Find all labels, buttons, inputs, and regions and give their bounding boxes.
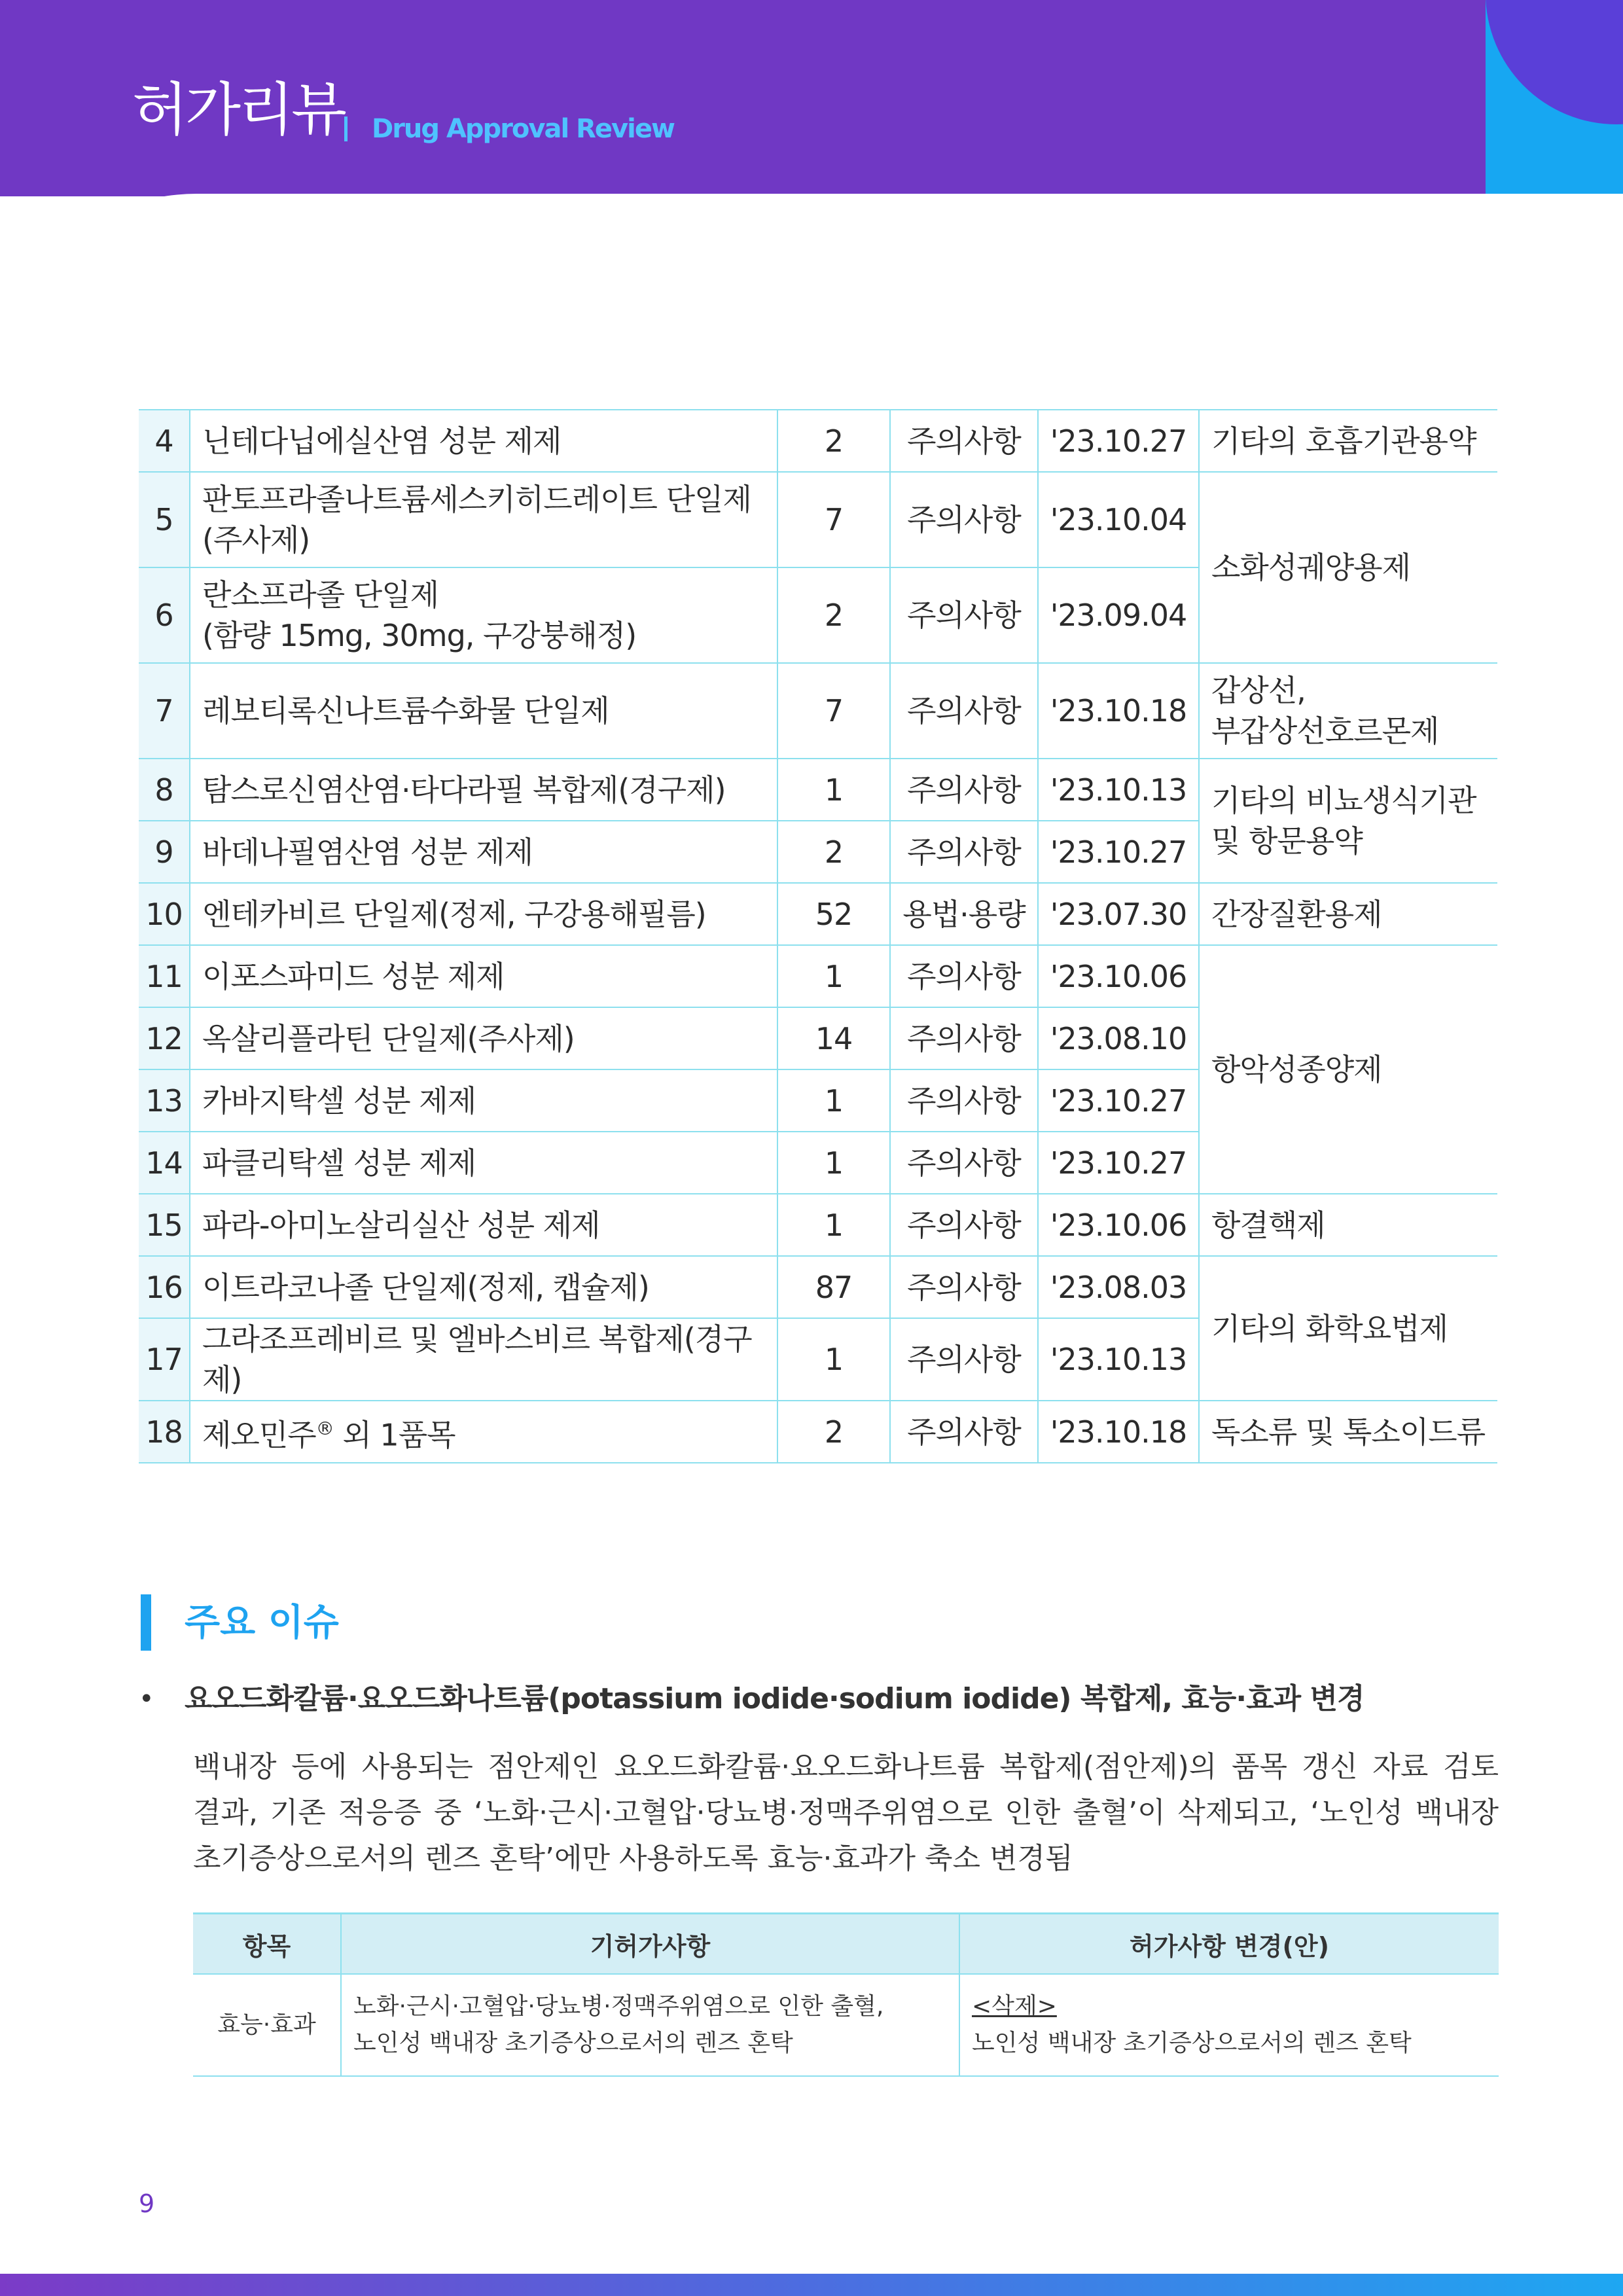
issue-paragraph — [193, 1744, 1499, 1882]
change-type: 주의사항 — [890, 1256, 1038, 1318]
drug-name: 이포스파미드 성분 제제 — [190, 945, 777, 1007]
table-row — [139, 883, 1497, 945]
change-type: 주의사항 — [890, 663, 1038, 759]
section-accent-bar — [141, 1594, 151, 1651]
footer-gradient-bar — [0, 2274, 1623, 2296]
drug-name-text: 제오민주 — [202, 1417, 316, 1453]
page-title: 허가리뷰 — [132, 76, 345, 143]
drug-name: 카바지탁셀 성분 제제 — [190, 1069, 777, 1132]
change-type: 주의사항 — [890, 759, 1038, 821]
existing-line: 노인성 백내장 초기증상으로서의 렌즈 혼탁 — [353, 2030, 793, 2056]
column-header: 허가사항 변경(안) — [959, 1914, 1499, 1975]
existing-cell — [341, 1974, 959, 2076]
drug-category: 항악성종양제 — [1199, 945, 1497, 1194]
row-number: 14 — [139, 1132, 190, 1194]
item-count: 2 — [777, 1401, 890, 1463]
change-date: '23.10.18 — [1038, 663, 1199, 759]
drug-name: 파클리탁셀 성분 제제 — [190, 1132, 777, 1194]
drug-name: 닌테다닙에실산염 성분 제제 — [190, 410, 777, 472]
row-number: 6 — [139, 567, 190, 663]
item-count: 2 — [777, 821, 890, 883]
drug-name-line: (주사제) — [202, 522, 310, 558]
drug-name-suffix: 외 1품목 — [333, 1417, 455, 1453]
drug-category: 독소류 및 톡소이드류 — [1199, 1401, 1497, 1463]
page-number: 9 — [139, 2189, 155, 2218]
row-number: 8 — [139, 759, 190, 821]
drug-name: 엔테카비르 단일제(정제, 구강용해필름) — [190, 883, 777, 945]
table-header-row — [193, 1914, 1499, 1975]
row-number: 17 — [139, 1318, 190, 1401]
change-type: 주의사항 — [890, 1318, 1038, 1401]
item-count: 1 — [777, 945, 890, 1007]
item-count: 1 — [777, 759, 890, 821]
row-number: 4 — [139, 410, 190, 472]
table-row — [139, 1194, 1497, 1256]
registered-mark: ® — [315, 1417, 334, 1439]
item-count: 2 — [777, 410, 890, 472]
change-date: '23.10.04 — [1038, 472, 1199, 567]
table-row — [139, 945, 1497, 1007]
drug-category-line: 부갑상선호르몬제 — [1211, 713, 1439, 749]
item-count: 87 — [777, 1256, 890, 1318]
drug-category: 소화성궤양용제 — [1199, 472, 1497, 663]
drug-category-line: 기타의 비뇨생식기관 — [1211, 783, 1476, 818]
table-row — [139, 410, 1497, 472]
item-count: 14 — [777, 1007, 890, 1069]
change-date: '23.09.04 — [1038, 567, 1199, 663]
drug-category-line: 및 항문용약 — [1211, 823, 1363, 859]
table-row — [139, 663, 1497, 759]
table-row — [139, 1256, 1497, 1318]
drug-name: 파라-아미노살리실산 성분 제제 — [190, 1194, 777, 1256]
change-date: '23.10.18 — [1038, 1401, 1199, 1463]
change-date: '23.10.13 — [1038, 759, 1199, 821]
drug-name-line: 란소프라졸 단일제 — [202, 577, 439, 613]
drug-name: 그라조프레비르 및 엘바스비르 복합제(경구제) — [190, 1318, 777, 1401]
drug-category: 항결핵제 — [1199, 1194, 1497, 1256]
row-number: 16 — [139, 1256, 190, 1318]
change-date: '23.10.06 — [1038, 1194, 1199, 1256]
change-type: 주의사항 — [890, 1194, 1038, 1256]
row-number: 7 — [139, 663, 190, 759]
column-header: 항목 — [193, 1914, 341, 1975]
paragraph-line: 백내장 등에 사용되는 점안제인 요오드화칼륨·요오드화나트륨 복합제(점안제)의 품목 갱신 자료 검토 — [193, 1750, 1499, 1784]
change-type: 주의사항 — [890, 1132, 1038, 1194]
change-date: '23.10.06 — [1038, 945, 1199, 1007]
proposed-text: 노인성 백내장 초기증상으로서의 렌즈 혼탁 — [972, 2030, 1412, 2056]
row-number: 15 — [139, 1194, 190, 1256]
bullet-icon: • — [139, 1684, 154, 1714]
row-number: 10 — [139, 883, 190, 945]
row-number: 9 — [139, 821, 190, 883]
change-date: '23.07.30 — [1038, 883, 1199, 945]
change-type: 용법·용량 — [890, 883, 1038, 945]
issue-title: 요오드화칼륨·요오드화나트륨(potassium iodide·sodium iodide) 복합제, 효능·효과 변경 — [185, 1682, 1364, 1715]
drug-name — [190, 567, 777, 663]
drug-category — [1199, 663, 1497, 759]
title-separator — [344, 117, 348, 141]
change-date: '23.10.13 — [1038, 1318, 1199, 1401]
row-number: 18 — [139, 1401, 190, 1463]
drug-category: 기타의 화학요법제 — [1199, 1256, 1497, 1401]
section-title: 주요 이슈 — [185, 1602, 339, 1644]
item-count: 1 — [777, 1069, 890, 1132]
row-number: 5 — [139, 472, 190, 567]
change-type: 주의사항 — [890, 945, 1038, 1007]
item-cell: 효능·효과 — [193, 1974, 341, 2076]
drug-name — [190, 1401, 777, 1463]
drug-name: 옥살리플라틴 단일제(주사제) — [190, 1007, 777, 1069]
drug-name: 바데나필염산염 성분 제제 — [190, 821, 777, 883]
drug-category-line: 갑상선, — [1211, 673, 1306, 708]
change-type: 주의사항 — [890, 821, 1038, 883]
existing-line: 노화·근시·고혈압·당뇨병·정맥주위염으로 인한 출혈, — [353, 1993, 884, 2020]
item-count: 7 — [777, 472, 890, 567]
item-count: 2 — [777, 567, 890, 663]
table-row — [139, 472, 1497, 567]
paragraph-line: 초기증상으로서의 렌즈 혼탁’에만 사용하도록 효능·효과가 축소 변경됨 — [193, 1842, 1073, 1875]
change-date: '23.10.27 — [1038, 821, 1199, 883]
change-type: 주의사항 — [890, 1007, 1038, 1069]
approval-change-table — [193, 1912, 1499, 2077]
item-count: 7 — [777, 663, 890, 759]
change-type: 주의사항 — [890, 1069, 1038, 1132]
drug-change-table — [139, 409, 1497, 1463]
drug-name-line: (함량 15mg, 30mg, 구강붕해정) — [202, 618, 637, 653]
change-date: '23.08.10 — [1038, 1007, 1199, 1069]
item-count: 1 — [777, 1318, 890, 1401]
column-header: 기허가사항 — [341, 1914, 959, 1975]
row-number: 11 — [139, 945, 190, 1007]
change-date: '23.08.03 — [1038, 1256, 1199, 1318]
item-count: 1 — [777, 1132, 890, 1194]
change-type: 주의사항 — [890, 567, 1038, 663]
change-type: 주의사항 — [890, 410, 1038, 472]
drug-name — [190, 472, 777, 567]
change-date: '23.10.27 — [1038, 1069, 1199, 1132]
drug-category — [1199, 759, 1497, 883]
row-number: 12 — [139, 1007, 190, 1069]
drug-category: 간장질환용제 — [1199, 883, 1497, 945]
deletion-label: <삭제> — [972, 1993, 1057, 2020]
drug-category: 기타의 호흡기관용약 — [1199, 410, 1497, 472]
change-date: '23.10.27 — [1038, 1132, 1199, 1194]
page-subtitle: Drug Approval Review — [372, 114, 674, 144]
item-count: 1 — [777, 1194, 890, 1256]
table-row — [139, 1401, 1497, 1463]
item-count: 52 — [777, 883, 890, 945]
paragraph-line: 결과, 기존 적응증 중 ‘노화·근시·고혈압·당뇨병·정맥주위염으로 인한 출혈’이 삭제되고, ‘노인성 백내장 — [193, 1796, 1499, 1829]
drug-name: 이트라코나졸 단일제(정제, 캡슐제) — [190, 1256, 777, 1318]
row-number: 13 — [139, 1069, 190, 1132]
change-type: 주의사항 — [890, 1401, 1038, 1463]
drug-name-line: 판토프라졸나트륨세스키히드레이트 단일제 — [202, 482, 751, 517]
table-row — [193, 1974, 1499, 2076]
drug-name: 탐스로신염산염·타다라필 복합제(경구제) — [190, 759, 777, 821]
proposed-cell — [959, 1974, 1499, 2076]
table-row — [139, 759, 1497, 821]
change-type: 주의사항 — [890, 472, 1038, 567]
drug-name: 레보티록신나트륨수화물 단일제 — [190, 663, 777, 759]
change-date: '23.10.27 — [1038, 410, 1199, 472]
